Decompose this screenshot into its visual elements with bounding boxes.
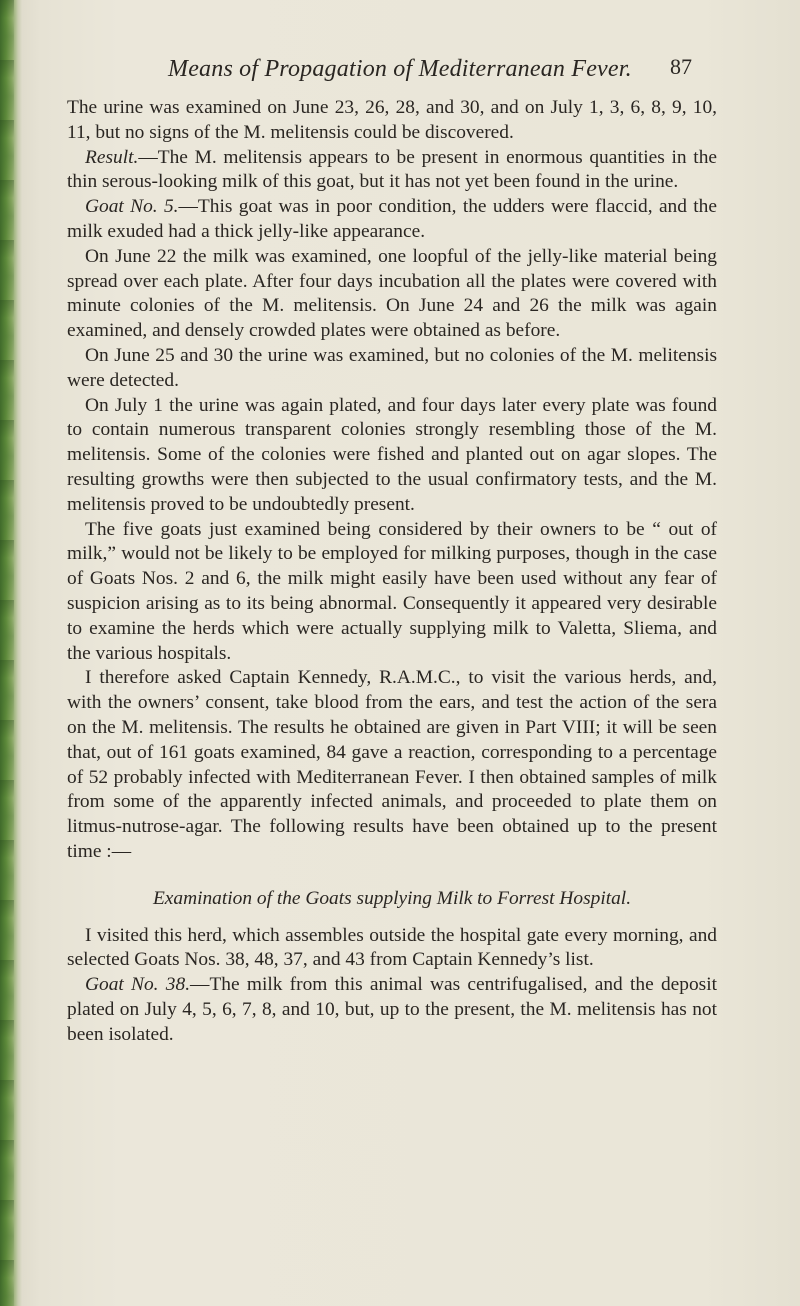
paragraph: I visited this herd, which assembles outside the hospital gate every morning, and selected Goats Nos. 38, 48, 37, and 43 from Captain Kennedy’s list.	[67, 924, 717, 971]
paragraph	[67, 195, 717, 245]
page-number: 87	[670, 54, 692, 79]
paragraph: On July 1 the urine was again plated, and four days later every plate was found to contain numerous transparent colonies strongly resembling those of the M. melitensis. Some of the colonies were fished and planted out on agar slopes. The resulting growths were then subjected to the usual confirmatory tests, and the M. melitensis proved to be undoubtedly present.	[67, 394, 717, 515]
paragraph-body: —This goat was in poor condition, the udders were flaccid, and the milk exuded had a thick jelly-like appearance.	[67, 196, 717, 242]
paragraph-lead: Goat No. 5.	[85, 196, 179, 218]
paragraph	[67, 973, 717, 1047]
paragraph	[67, 146, 717, 196]
binding-shadow	[0, 0, 14, 1306]
paragraph-lead: Result.	[85, 146, 139, 168]
body-text	[67, 96, 717, 1047]
paragraph-lead: Goat No. 38.	[85, 974, 191, 996]
paragraph: The five goats just examined being considered by their owners to be “ out of milk,” would not be likely to be employed for milking purposes, though in the case of Goats Nos. 2 and 6, the milk might easily have been used without any fear of suspicion arising as to its being abnormal. Consequently it appeared very desirable to examine the herds which were actually supplying milk to Valetta, Sliema, and the various hospitals.	[67, 518, 717, 664]
paragraph-body: —The milk from this animal was centrifugalised, and the deposit plated on July 4, 5, 6, 7, 8, and 10, but, up to the present, the M. melitensis has not been isolated.	[67, 974, 717, 1045]
paragraph-body: —The M. melitensis appears to be present in enormous quantities in the thin serous-looking milk of this goat, but it has not yet been found in the urine.	[67, 146, 717, 193]
paragraph: The urine was examined on June 23, 26, 28, and 30, and on July 1, 3, 6, 8, 9, 10, 11, but no signs of the M. melitensis could be discovered.	[67, 97, 717, 143]
section-title: Examination of the Goats supplying Milk to Forrest Hospital.	[152, 887, 632, 909]
page-header	[0, 50, 800, 90]
running-head: Means of Propagation of Mediterranean Fever.	[168, 56, 632, 82]
paragraph: On June 25 and 30 the urine was examined, but no colonies of the M. melitensis were detected.	[67, 344, 717, 391]
paragraph: I therefore asked Captain Kennedy, R.A.M.C., to visit the various herds, and, with the owners’ consent, take blood from the ears, and test the action of the sera on the M. melitensis. The results he obtained are given in Part VIII; it will be seen that, out of 161 goats examined, 84 gave a reaction, corresponding to a percentage of 52 probably infected with Mediterranean Fever. I then obtained samples of milk from some of the apparently infected animals, and proceeded to plate them on litmus-nutrose-agar. The following results have been obtained up to the present time :—	[67, 667, 717, 862]
paragraph: On June 22 the milk was examined, one loopful of the jelly-like material being spread over each plate. After four days incubation all the plates were covered with minute colonies of the M. melitensis. On June 24 and 26 the milk was again examined, and densely crowded plates were obtained as before.	[67, 245, 717, 342]
